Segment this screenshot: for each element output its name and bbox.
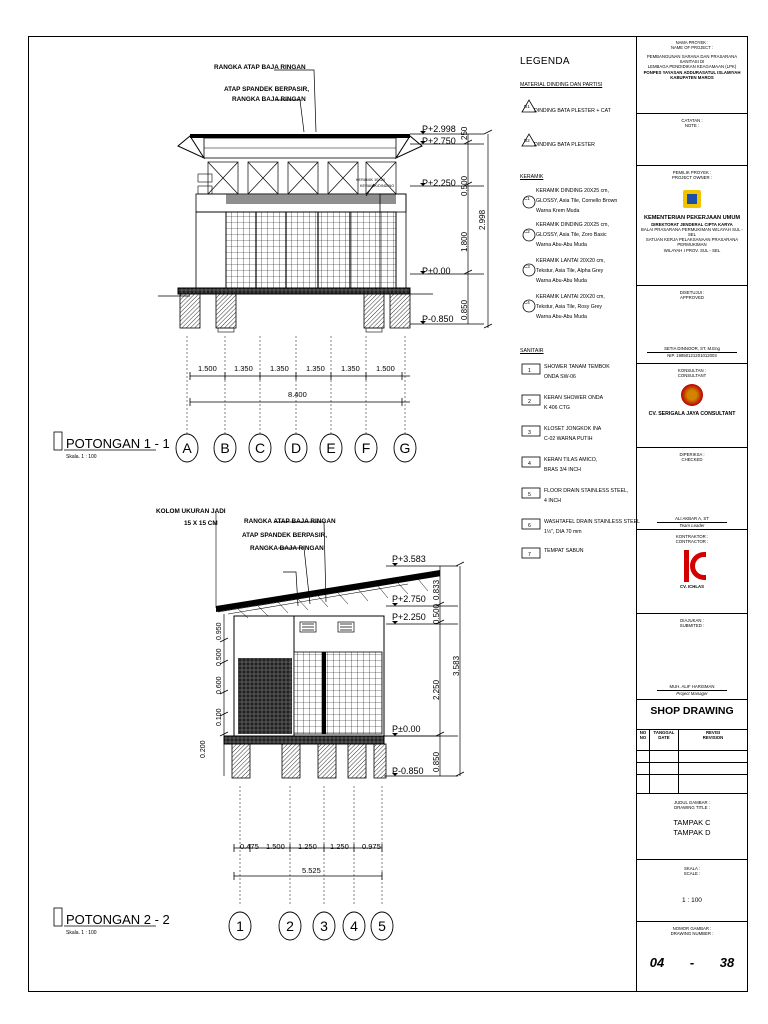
hdim-1-3: 1.350 (306, 364, 325, 373)
tb-project-label-en: NAME OF PROJECT : (670, 45, 714, 50)
label-roof-frame-1: RANGKA ATAP BAJA RINGAN (214, 64, 306, 71)
legend-tile-line: GLOSSY, Asia Tile, Zoro Basic (536, 232, 607, 238)
level-1-4: P-0.850 (422, 314, 454, 324)
label-small-note-1: KERAMIK 10X20 (356, 178, 386, 182)
vdim-1-1: 0.500 (460, 175, 469, 196)
legend-sanitary-code: 5 (528, 492, 531, 498)
tb-submitter-role: Project Manager (657, 690, 727, 696)
legend-sanitary-line: TEMPAT SABUN (544, 548, 584, 554)
rev-row (637, 775, 747, 794)
footings-1 (180, 294, 410, 328)
ldim-2-4: 0.200 (200, 740, 207, 758)
tb-revisions (637, 730, 747, 794)
tb-contractor (637, 530, 747, 614)
tb-note (637, 114, 747, 166)
grid-label: F (361, 440, 371, 456)
legend-code: C2 (524, 229, 530, 234)
tb-project-line-1: LEMBAGA PENDIDIKAN KEAGAMAAN (LPK) (647, 64, 737, 70)
tb-drawing-title-0: TAMPAK C (673, 818, 711, 828)
tb-checked-label-en: CHECKED (681, 457, 703, 463)
tb-project-line-0: PEMBANGUNAN SARANA DAN PRASARANA SANITASI DI (646, 54, 738, 65)
tb-consultant-name: CV. SERIGALA JAYA CONSULTANT (648, 411, 736, 418)
vdim-1-3: 0.850 (460, 299, 469, 320)
hdim-1-2: 1.350 (270, 364, 289, 373)
legend-tile-line: Warna Abu-Abu Muda (536, 242, 587, 248)
label-spandek-1b: RANGKA BAJA RINGAN (232, 96, 306, 103)
section-2-title: POTONGAN 2 - 2 (66, 912, 170, 927)
legend-code: C4 (524, 300, 530, 305)
tb-consultant (637, 364, 747, 448)
grid-label: B (220, 440, 230, 456)
rev-h2: REVISI (705, 730, 721, 735)
hdim-1-5: 1.500 (376, 364, 395, 373)
rev-h2-en: REVISION (702, 735, 724, 741)
label-column-1: KOLOM UKURAN JADI (156, 508, 226, 515)
tb-submitted-label-en: SUBMITED : (679, 623, 705, 629)
legend-sanitary-line: 4 INCH (544, 498, 562, 504)
legend-code: D2 (524, 138, 530, 143)
label-roof-frame-2: RANGKA ATAP BAJA RINGAN (244, 518, 336, 525)
level-2-4: P-0.850 (392, 766, 424, 776)
tb-scale-label: SKALA : (683, 866, 700, 871)
legend-wall-header: MATERIAL DINDING DAN PARTISI (520, 82, 603, 88)
rev-row (637, 763, 747, 775)
rev-col-date (650, 730, 679, 750)
tb-project-line-3: KABUPATEN MAROS (670, 74, 714, 80)
rev-h0-en: NO (639, 735, 647, 741)
ldim-2-0: 0.950 (216, 622, 223, 640)
tb-scale-label-en: SCALE : (683, 871, 701, 877)
level-1-3: P±0.00 (422, 266, 451, 276)
legend-wall-1: DINDING BATA PLESTER (534, 142, 595, 148)
vdim-2-total: 3.583 (452, 655, 461, 676)
tb-owner-name: KEMENTERIAN PEKERJAAN UMUM (643, 215, 741, 222)
grid-label: 4 (350, 918, 358, 934)
tb-contractor-name: CV. ICHLAS (680, 584, 704, 590)
section-2-scale: Skala. 1 : 100 (66, 930, 97, 936)
level-2-1: P+2.750 (392, 594, 426, 604)
legend-sanitary-line: FLOOR DRAIN STAINLESS STEEL, (544, 488, 629, 494)
rev-h0: NO (639, 730, 647, 735)
hdim-1-1: 1.350 (234, 364, 253, 373)
tb-approved-label-en: APPROVED (680, 295, 704, 301)
footings-2 (232, 744, 386, 778)
tb-approved-label: DISETUJUI : (679, 290, 705, 295)
hdim-1-4: 1.350 (341, 364, 360, 373)
vdim-2-0: 0.833 (432, 579, 441, 600)
vdim-2-3: 0.850 (432, 751, 441, 772)
legend-tile-line: KERAMIK DINDING 20X25 cm, (536, 188, 609, 194)
grid-bubbles-2 (229, 912, 393, 940)
legend-sanitary-line: C-02 WARNA PUTIH (544, 436, 593, 442)
grid-label: E (326, 440, 336, 456)
tb-checked (637, 448, 747, 530)
legend-tile-line: Warna Krem Muda (536, 208, 580, 214)
hdim-1-total: 8.400 (288, 390, 307, 399)
tb-owner-label: PEMILIK PROYEK : (672, 170, 712, 175)
legend-tile-line: Warna Abu-Abu Muda (536, 314, 587, 320)
legend-wall-0: DINDING BATA PLESTER + CAT (534, 108, 611, 114)
tb-approver-nip: NIP. 19850121201012003 (647, 352, 737, 358)
legend-sanitary-code: 2 (528, 399, 531, 405)
vdim-1-2: 1.800 (460, 231, 469, 252)
ldim-2-1: 0.500 (216, 648, 223, 666)
vdim-2-2: 2.250 (432, 679, 441, 700)
tb-checker-role: Team Leader (657, 522, 727, 528)
tb-submitter-name: MUH. ALIF HARISMAN (669, 684, 715, 690)
vdim-2-1: 0.500 (432, 603, 441, 624)
hdim-1-0: 1.500 (198, 364, 217, 373)
legend-code: C3 (524, 264, 530, 269)
section-1-scale: Skala. 1 : 100 (66, 454, 97, 460)
rev-col-no (637, 730, 650, 750)
tb-project (637, 36, 747, 114)
grid-bubbles-1 (176, 434, 416, 462)
tiled-wall-1 (226, 212, 396, 288)
hdim-2-total: 5.525 (302, 866, 321, 875)
label-column-2: 15 X 15 CM (184, 520, 218, 527)
legend-tile-header: KERAMIK (520, 174, 544, 180)
legend-tile-line: Tekstur, Asia Tile, Alpha Grey (536, 268, 604, 274)
tb-drawing-title-label-en: DRAWING TITLE : (674, 805, 710, 811)
legend-sanitary-line: ONDA SW-06 (544, 374, 576, 380)
legend-sanitary-line: K 406 CTG (544, 405, 570, 411)
label-spandek-1a: ATAP SPANDEK BERPASIR, (224, 86, 309, 93)
level-2-2: P+2.250 (392, 612, 426, 622)
label-small-note-2: KERAMIK/DINDING (360, 184, 395, 188)
tb-submitted-label: DIAJUKAN : (680, 618, 704, 623)
rev-header-row (637, 730, 747, 751)
tb-project-label: NAMA PROYEK : (675, 40, 709, 45)
hdim-2-0: 0.475 (240, 842, 259, 851)
legend-tile-line: GLOSSY, Asia Tile, Cornello Brown (536, 198, 618, 204)
grid-label: G (399, 440, 411, 456)
tb-doc-title (637, 700, 747, 730)
legend-tile-line: KERAMIK DINDING 20X25 cm, (536, 222, 609, 228)
tb-owner-sub-2: WILAYAH I PROV. SUL - SEL (663, 247, 721, 253)
tiled-wall-2b (294, 652, 382, 734)
legend-tile-line: Warna Abu-Abu Muda (536, 278, 587, 284)
legend-tile-line: Tekstur, Asia Tile, Rosy Grey (536, 304, 603, 310)
hdim-2-1: 1.500 (266, 842, 285, 851)
legend-sanitary-code: 3 (528, 430, 531, 436)
level-1-1: P+2.750 (422, 136, 456, 146)
tb-submitted (637, 614, 747, 700)
rev-h1: TANGGAL (653, 730, 675, 735)
tb-note-label: CATATAN : (681, 118, 703, 123)
legend-sanitary-code: 4 (528, 461, 531, 467)
contractor-logo-icon (680, 550, 704, 582)
legend-code: C1 (524, 196, 530, 201)
legend-sanitary-code: 7 (528, 552, 531, 558)
ldim-2-3: 0.100 (216, 708, 223, 726)
legend-sanitary-line: WASHTAFEL DRAIN STAINLESS STEEL (544, 519, 640, 525)
roof-overhang-1 (178, 136, 422, 158)
tb-contractor-label: KONTRAKTOR : (675, 534, 709, 539)
tb-approved (637, 286, 747, 364)
tb-number-label: NOMOR GAMBAR : (672, 926, 712, 931)
tb-sheet-no: 04 (649, 955, 665, 971)
grid-label: 2 (286, 918, 294, 934)
level-2-0: P+3.583 (392, 554, 426, 564)
roof-slab-1 (190, 134, 410, 138)
level-1-2: P+2.250 (422, 178, 456, 188)
tb-scale (637, 860, 747, 922)
legend-sanitary-line: KLOSET JONGKOK INA (544, 426, 602, 432)
tb-approver-name: SETIA DINNOOR, ST. M.Eng (664, 346, 720, 352)
grid-label: A (182, 440, 192, 456)
tb-owner (637, 166, 747, 286)
tb-doc-title-text: SHOP DRAWING (650, 705, 734, 717)
legend-sanitary-code: 6 (528, 523, 531, 529)
tb-drawing-title-1: TAMPAK D (673, 827, 711, 837)
legend-tile-line: KERAMIK LANTAI 20X20 cm, (536, 258, 605, 264)
legend-sanitary-code: 1 (528, 368, 531, 374)
legend-code: D1 (524, 104, 530, 109)
grid-label: 5 (378, 918, 386, 934)
floor-slab-1 (178, 288, 410, 294)
legend-sanitary-line: SHOWER TANAM TEMBOK (544, 364, 610, 370)
hdim-2-3: 1.250 (330, 842, 349, 851)
level-2-3: P±0.00 (392, 724, 421, 734)
rev-h1-en: DATE (658, 735, 670, 741)
grid-label: 3 (320, 918, 328, 934)
section-1-title: POTONGAN 1 - 1 (66, 436, 170, 451)
level-1-0: P+2.998 (422, 124, 456, 134)
rev-row (637, 751, 747, 763)
legend-sanitary-header: SANITAIR (520, 348, 544, 354)
tb-owner-dept: DIREKTORAT JENDERAL CIPTA KARYA (651, 221, 733, 227)
rev-col-revision (679, 730, 747, 750)
tb-owner-sub-0: BALAI PRASARANA PERMUKIMAN WILAYAH SUL - SEL (641, 226, 743, 238)
tb-consultant-label: KONSULTAN : (677, 368, 706, 373)
tb-number (637, 922, 747, 990)
tb-owner-label-en: PROJECT OWNER : (671, 175, 713, 181)
vdim-1-0: 250 (460, 126, 469, 140)
grid-label: D (290, 440, 302, 456)
tb-contractor-label-en: CONTRACTOR : (675, 539, 709, 545)
tb-drawing-title (637, 794, 747, 860)
label-spandek-2a: ATAP SPANDEK BERPASIR, (242, 532, 327, 539)
vdim-1-total: 2.998 (478, 209, 487, 230)
grid-label: 1 (236, 918, 244, 934)
legend-sanitary-line: KERAN SHOWER ONDA (544, 395, 604, 401)
legend-tile-line: KERAMIK LANTAI 20X20 cm, (536, 294, 605, 300)
legend-title: LEGENDA (520, 56, 570, 67)
ldim-2-2: 0.600 (216, 676, 223, 694)
legend-sanitary-line: BRAS 3/4 INCH (544, 467, 581, 473)
tb-checked-label: DIPERIKSA : (679, 452, 705, 457)
legend-sanitary-line: KERAN TILAS AMICO, (544, 457, 598, 463)
tb-project-line-2: PONPES YAYASAN ADDURASATUL ISLAMIYAH (643, 69, 741, 75)
tb-consultant-label-en: CONSULTANT (677, 373, 707, 379)
tb-scale-value: 1 : 100 (682, 897, 702, 905)
tb-number-label-en: DRAWING NUMBER : (670, 931, 714, 937)
floor-slab-2 (224, 736, 384, 744)
legend-symbols (522, 100, 540, 558)
hdim-2-2: 1.250 (298, 842, 317, 851)
tb-drawing-title-label: JUDUL GAMBAR : (674, 800, 710, 805)
title-block (636, 36, 748, 992)
section-2-2 (216, 512, 464, 940)
tb-sheet-sep: - (689, 955, 695, 971)
grid-label: C (254, 440, 266, 456)
tb-note-label-en: NOTE : (684, 123, 700, 129)
consultant-logo-icon (681, 384, 703, 406)
tiled-wall-2a (238, 658, 292, 734)
tb-owner-sub-1: SATUAN KERJA PELAKSANAAN PRASARANA PERMUKIMAN (645, 237, 739, 248)
hdim-2-4: 0.975 (362, 842, 381, 851)
legend-sanitary-line: 1½", DIA 70 mm (544, 529, 582, 535)
tb-checker-name: ALI AKBAR A, ST (675, 516, 709, 522)
tb-sheet-total: 38 (719, 955, 735, 971)
pu-logo-icon (681, 186, 703, 212)
label-spandek-2b: RANGKA BAJA RINGAN (250, 545, 324, 552)
